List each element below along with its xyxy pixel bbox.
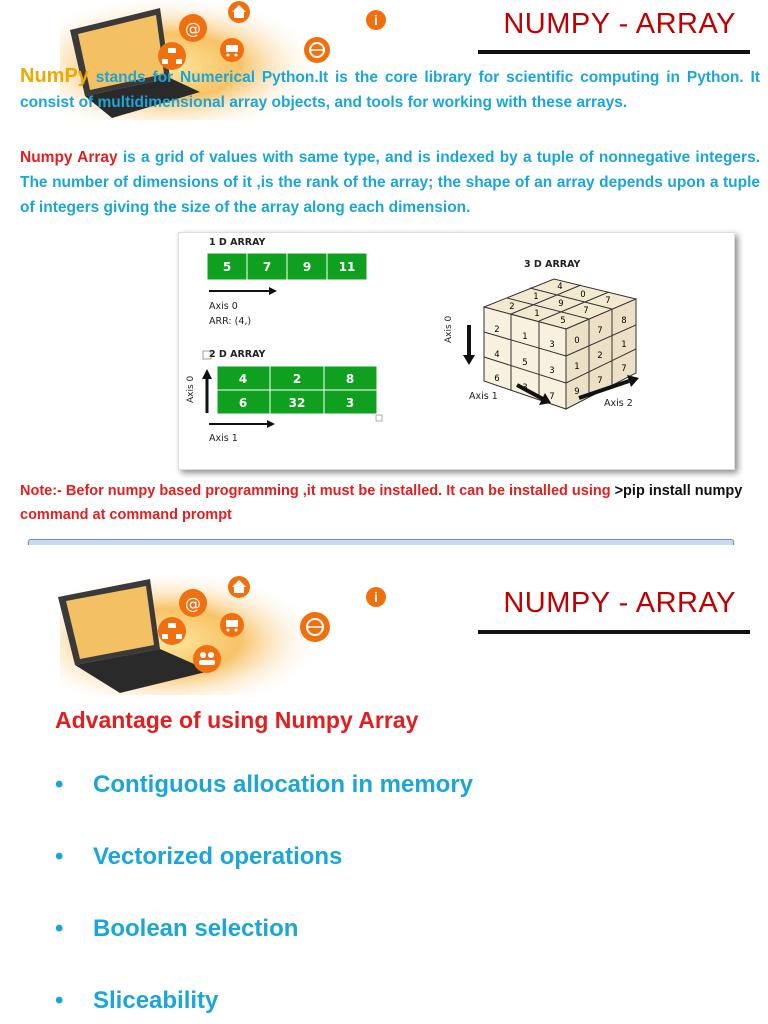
- twod-value-1-1: 32: [288, 396, 306, 410]
- threed-label: 3 D ARRAY: [524, 259, 581, 270]
- twod-value-0-0: 4: [238, 372, 248, 386]
- threed-side-7: 7: [597, 376, 603, 386]
- threed-top-1: 0: [580, 290, 586, 300]
- oned-value-2: 9: [302, 260, 312, 274]
- threed-axis0-label: Axis 0: [444, 315, 454, 343]
- svg-text:@: @: [185, 594, 201, 613]
- note-label: Note:-: [20, 483, 62, 499]
- bullet-icon: •: [55, 771, 64, 798]
- twod-value-1-0: 6: [238, 396, 248, 410]
- note-text-end: command at command prompt: [20, 507, 232, 523]
- threed-side-2: 8: [621, 316, 627, 326]
- note-command: >pip install numpy: [614, 483, 743, 499]
- svg-text:@: @: [185, 19, 201, 38]
- list-item: • Sliceability: [55, 987, 219, 1014]
- list-item: • Boolean selection: [55, 915, 299, 942]
- oned-axis-label: Axis 0: [209, 301, 238, 312]
- threed-front-1: 1: [522, 332, 528, 342]
- install-note: [20, 479, 754, 527]
- intro-text: stands for Numerical Python.It is the core library for scientific computing in Python. It consist of multidimensional array objects, and tools for working with these arrays.: [20, 69, 760, 111]
- globe-icon: [304, 37, 330, 63]
- twod-value-1-2: 3: [345, 396, 355, 410]
- threed-top-4: 9: [558, 299, 564, 309]
- home-icon: [228, 1, 250, 23]
- people-icon: [193, 645, 221, 673]
- threed-axis2-label: Axis 2: [604, 398, 633, 409]
- bullet-icon: •: [55, 987, 64, 1014]
- slide-2: [0, 545, 768, 1024]
- info-icon: i: [366, 10, 386, 30]
- bullet-icon: •: [55, 843, 64, 870]
- threed-top-5: 7: [583, 306, 589, 316]
- twod-axis0-label: Axis 0: [186, 375, 196, 403]
- sitemap-icon: [158, 617, 186, 645]
- at-icon: [179, 589, 207, 617]
- threed-front-0: 2: [494, 325, 500, 335]
- threed-front-3: 4: [494, 350, 500, 360]
- info-icon: i: [366, 587, 386, 607]
- twod-label: 2 D ARRAY: [209, 349, 266, 360]
- threed-front-5: 3: [549, 366, 555, 376]
- threed-side-5: 1: [621, 340, 627, 350]
- threed-top-2: 7: [605, 296, 611, 306]
- cart-icon: [220, 613, 244, 637]
- advantages-list: [55, 771, 473, 1024]
- numpy-word: NumPy: [20, 65, 89, 87]
- home-icon: [228, 576, 250, 598]
- slide-title: NUMPY - ARRAY: [503, 587, 736, 619]
- note-text: Befor numpy based programming ,it must be installed. It can be installed using: [61, 483, 615, 499]
- cart-icon: [220, 38, 244, 62]
- threed-front-4: 5: [522, 358, 528, 368]
- threed-top-6: 2: [509, 302, 515, 312]
- oned-cells: [207, 253, 367, 280]
- oned-label: 1 D ARRAY: [209, 237, 266, 248]
- twod-cells: [217, 366, 377, 414]
- title-underline: [478, 630, 750, 634]
- threed-side-8: 7: [621, 364, 627, 374]
- array-text: is a grid of values with same type, and is indexed by a tuple of nonnegative integers. The number of dimensions of it ,is the rank of the array; the shape of an array depends upon a tuple of integers giving the size of the array along each dimension.: [20, 149, 760, 216]
- bullet-icon: •: [55, 915, 64, 942]
- slide-title: NUMPY - ARRAY: [503, 8, 736, 40]
- twod-value-0-2: 8: [345, 372, 355, 386]
- twod-value-0-1: 2: [292, 372, 302, 386]
- threed-top-0: 4: [557, 282, 563, 292]
- title-underline: [478, 50, 750, 54]
- threed-front-2: 3: [549, 340, 555, 350]
- threed-top-8: 5: [560, 316, 566, 326]
- numpy-array-lead: Numpy Array: [20, 149, 118, 166]
- threed-side-1: 7: [597, 326, 603, 336]
- threed-side-6: 9: [574, 387, 580, 397]
- laptop-hero-graphic: [0, 575, 370, 695]
- threed-top-3: 1: [533, 292, 539, 302]
- array-dimensions-figure: [178, 232, 735, 470]
- threed-side-3: 1: [574, 362, 580, 372]
- oned-value-3: 11: [338, 260, 356, 274]
- advantages-heading: Advantage of using Numpy Array: [55, 707, 419, 733]
- array-diagram: [179, 233, 734, 469]
- threed-axis1-label: Axis 1: [469, 391, 498, 402]
- list-item: • Contiguous allocation in memory: [55, 771, 474, 798]
- intro-paragraph: [20, 64, 760, 115]
- globe-icon: [300, 612, 330, 642]
- threed-front-8: 7: [549, 392, 555, 402]
- threed-side-0: 0: [574, 336, 580, 346]
- array-paragraph: [20, 145, 760, 220]
- threed-top-7: 1: [534, 309, 540, 319]
- list-item: • Vectorized operations: [55, 843, 343, 870]
- twod-axis1-label: Axis 1: [209, 433, 238, 444]
- threed-front-6: 6: [494, 374, 500, 384]
- oned-shape-label: ARR: (4,): [209, 316, 252, 327]
- oned-value-1: 7: [262, 260, 272, 274]
- oned-value-0: 5: [222, 260, 232, 274]
- at-icon: [179, 14, 207, 42]
- threed-cube: [484, 279, 636, 409]
- threed-side-4: 2: [597, 351, 603, 361]
